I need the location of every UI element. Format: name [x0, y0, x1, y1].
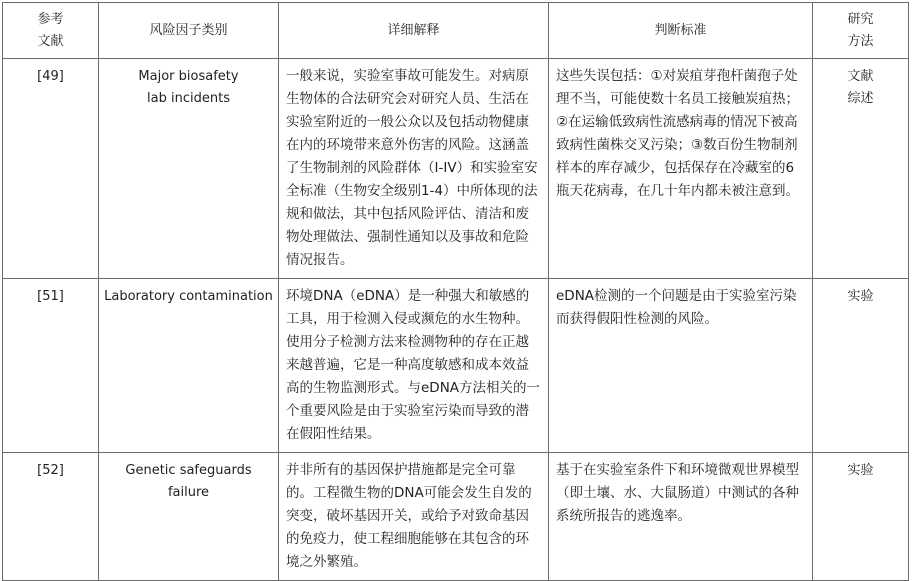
cell-criteria: 这些失误包括：①对炭疽芽孢杆菌孢子处理不当，可能使数十名员工接触炭疽热；②在运输低致病性流感病毒的情况下被高致病性菌株交叉污染；③数百份生物制剂样本的库存减少，包括保存在冷藏室的6瓶天花病毒，在几十年内都未被注意到。 [549, 59, 813, 279]
cell-criteria: eDNA检测的一个问题是由于实验室污染而获得假阳性检测的风险。 [549, 279, 813, 453]
header-ref: 参考 文献 [3, 3, 99, 59]
header-factor: 风险因子类别 [99, 3, 279, 59]
cell-factor: Genetic safeguards failure [99, 453, 279, 581]
cell-ref: [51] [3, 279, 99, 453]
cell-explanation: 并非所有的基因保护措施都是完全可靠的。工程微生物的DNA可能会发生自发的突变，破坏基因开关，或给予对致命基因的免疫力，使工程细胞能够在其包含的环境之外繁殖。 [279, 453, 549, 581]
cell-criteria: 基于在实验室条件下和环境微观世界模型（即土壤、水、大鼠肠道）中测试的各种系统所报告的逃逸率。 [549, 453, 813, 581]
header-criteria: 判断标准 [549, 3, 813, 59]
cell-explanation: 一般来说，实验室事故可能发生。对病原生物体的合法研究会对研究人员、生活在实验室附近的一般公众以及包括动物健康在内的环境带来意外伤害的风险。这涵盖了生物制剂的风险群体（I-IV）和实验室安全标准（生物安全级别1-4）中所体现的法规和做法，其中包括风险评估、清洁和废物处理做法、强制性通知以及事故和危险情况报告。 [279, 59, 549, 279]
cell-explanation: 环境DNA（eDNA）是一种强大和敏感的工具，用于检测入侵或濒危的水生物种。使用分子检测方法来检测物种的存在正越来越普遍，它是一种高度敏感和成本效益高的生物监测形式。与eDNA方法相关的一个重要风险是由于实验室污染而导致的潜在假阳性结果。 [279, 279, 549, 453]
risk-factor-table [2, 2, 909, 581]
cell-factor: Major biosafety lab incidents [99, 59, 279, 279]
table-row [3, 59, 909, 279]
header-explanation: 详细解释 [279, 3, 549, 59]
cell-ref: [52] [3, 453, 99, 581]
cell-method: 文献 综述 [813, 59, 909, 279]
cell-factor: Laboratory contamination [99, 279, 279, 453]
header-method: 研究 方法 [813, 3, 909, 59]
cell-method: 实验 [813, 279, 909, 453]
header-row [3, 3, 909, 59]
cell-method: 实验 [813, 453, 909, 581]
table-row [3, 453, 909, 581]
risk-table-container [2, 2, 909, 581]
cell-ref: [49] [3, 59, 99, 279]
table-row [3, 279, 909, 453]
